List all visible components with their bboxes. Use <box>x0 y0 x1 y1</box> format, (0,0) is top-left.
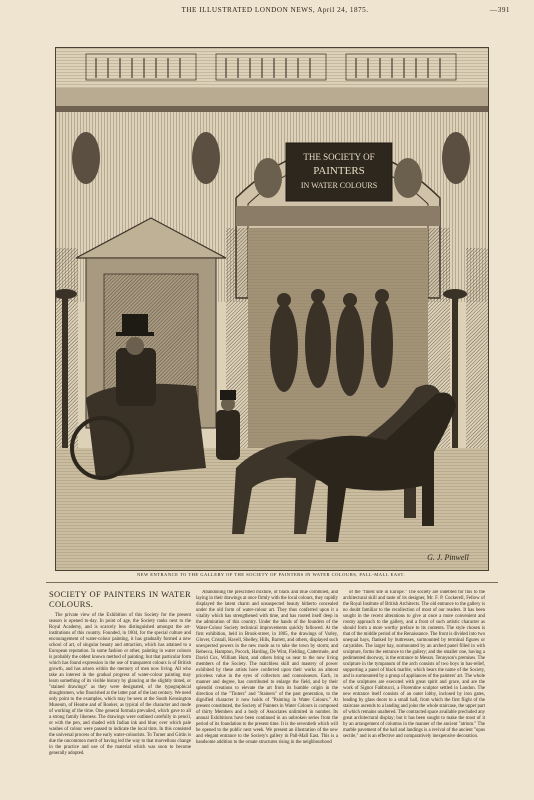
page-number: —391 <box>490 6 510 14</box>
sign-line-3: IN WATER COLOURS <box>300 181 378 190</box>
column-1-text: The private view of the Exhibition of this Society for the present season is opened to-day. In point of age, the Society ranks next to the Royal Academy, and is scarcely less distinguished amongst the art-institutions of this country. Founded, in 1804, for the special culture and encouragement of water-colour painting, it has gradually formed a new school of art, of singular beauty and attraction, which has attained to a European reputation. In some fashion or other, painting in water colours is probably the oldest known method of painting; but that particular form which has found expression in the use of transparent colours is of British growth, and has arisen within the memory of men now living. All who take an interest in the gradual progress of water-colour painting may learn something of its visible history by glancing at the slightly tinted, or "stained drawings" as they were designated, of the typographical draughtsmen, who flourished at the latter part of the last century. We need only point to the examples, which may be seen at the South Kensington Museum, of Hearne and of Rooker, as typical of the character and mode of working of the time. One general formula prevailed, which gave to all a strong family likeness. The drawings were outlined carefully in pencil, or with the pen, and shaded with Indian ink and blue; over which pale washes of colour were passed to indicate the local tints. In this consisted the universal process of the early water-colourists. To Turner and Girtin is due the uncommon merit of having led the way to that marvellous change in the practice and use of the material which was soon to become generally adopted. <box>49 613 191 756</box>
article-column-2 <box>196 590 338 790</box>
column-3-text: of the "finest site in Europe." The society are indebted for this to the architectural skill and taste of its designer, Mr. F. P. Cockerell, Fellow of the Royal Institute of British Architects. The old entrance to the gallery is no doubt familiar to the recollection of most of our readers. It has been sought in the recent alterations to give at once a more convenient and roomy approach to the gallery, and a front of such artistic character as should form a more worthy preface to its contents. The style chosen is that of the middle period of the Renaissance. The front is divided into two unequal bays, flanked by buttresses, surmounted by terminal figures or caryatides. The larger bay, surmounted by an arched panel filled in with sculpture, forms the entrance to the gallery; and the smaller one, having a pedimented doorway, is the entrance to Messrs. Tennyson's premises. The sculpture in the tympanum of the arch consists of two boys in bas-relief, supporting a panel of black marble, which bears the name of the Society, and is surmounted by a group of appliances of the painters' art. The whole of the sculptures are executed with great spirit and grace, and are the work of Signor Fabbrucci, a Florentine sculptor settled in London. The new entrance itself consists of an outer lobby, inclosed by iron gates, leading by glass doors to a small hall, from which the first flight of the staircase ascends to a landing and joins the whole staircase, the upper part of which remains unaltered. The contracted space available precluded any great architectural display; but it has been sought to make the most of it by an arrangement of columns in the manner of the ancient "atrium." The marble pavement of the hall and landings is a revival of the ancient "opus sectile," and is an effective and comparatively inexpensive decoration. <box>343 590 485 739</box>
sign-line-1: THE SOCIETY OF <box>303 152 375 162</box>
illustration-caption: NEW ENTRANCE TO THE GALLERY OF THE SOCIETY OF PAINTERS IN WATER COLOURS, PALL-MALL EAST. <box>136 572 406 577</box>
sign-line-2: PAINTERS <box>313 165 365 177</box>
masthead-date: April 24, 1875. <box>317 6 369 14</box>
divider-rule <box>46 582 498 583</box>
masthead <box>40 6 510 20</box>
column-2-text: Abandoning the prescribed mixture, of black and blue combined, and laying in their drawings at once firmly with the local colours, they rapidly displayed the latent charm and unsuspected beauty hitherto concealed under the old form of water-colour art. They thus conferred upon it a vitality which has strengthened with time, and has rooted itself deep in the admiration of this country. Under the hands of the founders of the Water-Colour Society technical improvements quickly followed. At the first exhibition, held in Brook-street, in 1805, the drawings of Varley, Glover, Cristall, Havell, Shelley, Hills, Barrett, and others, displayed such unexpected powers in the new mode as to take the town by storm; and Rebecca, Hampton, Pocock, Harding, De Wint, Fielding, Cattermole, and David Cox, William Hunt, and others bring us near to the now living members of the Society. The matchless skill and mastery of power exhibited by these artists have conferred upon their works an almost priceless value in the eyes of collectors and connoisseurs. Each, in manner and degree, has contributed to enlarge the field, and by their splendid creations to elevate the art from its humble origin in the direction of the "Tinters" and "Stainers" of the past generation, to the dignified character it now holds of "Painting in Water Colours." At present constituted, the Society of Painters in Water Colours is composed of thirty Members and a body of Associates unlimited in number. Its annual Exhibitions have been continued in an unbroken series from the period of its foundation to the present time. It is the seventieth which will be opened to the public next week. We present an illustration of the new and elegant entrance to the Society's gallery in Pall-Mall East. This is a handsome addition to the ornate structures rising in the neighbourhood <box>196 590 338 745</box>
artist-signature: G. J. Pinwell <box>427 553 469 562</box>
article-column-3 <box>343 590 485 790</box>
article-title: SOCIETY OF PAINTERS IN WATER COLOURS. <box>49 590 191 609</box>
engraving-svg <box>56 48 488 570</box>
masthead-title: THE ILLUSTRATED LONDON NEWS, <box>181 6 316 14</box>
article-column-1 <box>49 590 191 790</box>
engraving-illustration <box>55 47 489 571</box>
